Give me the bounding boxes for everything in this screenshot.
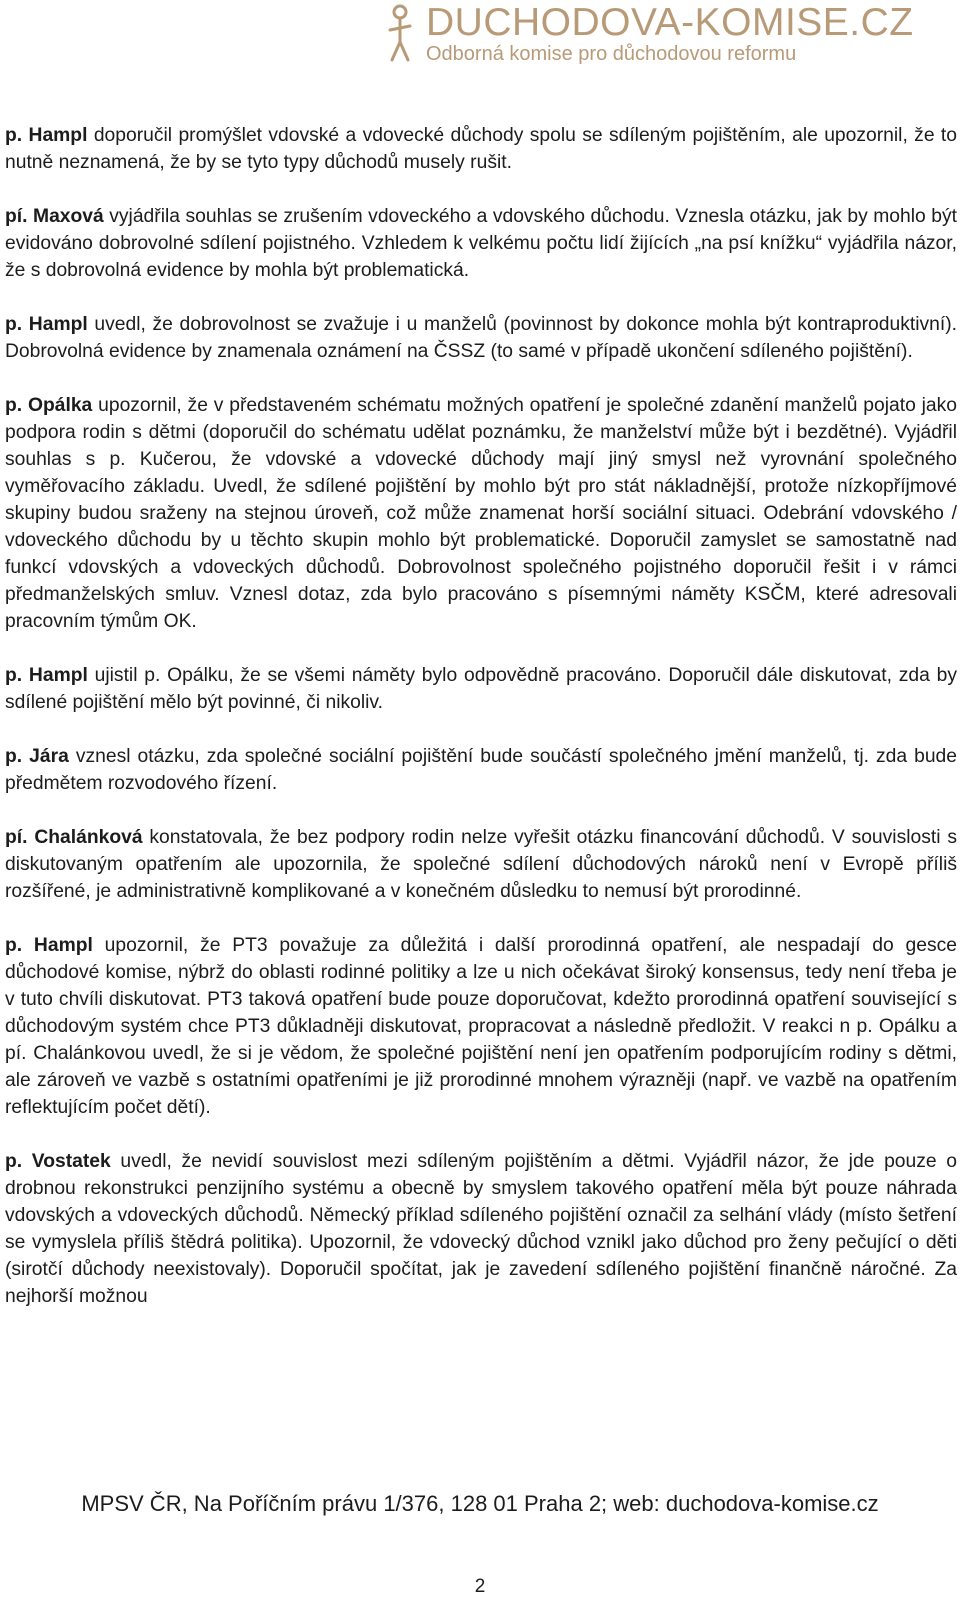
paragraph: [5, 932, 957, 1121]
logo-title: DUCHODOVA-KOMISE.CZ: [426, 1, 914, 44]
paragraph: [5, 392, 957, 635]
speaker-name: pí. Chalánková: [5, 827, 143, 848]
paragraph: [5, 311, 957, 365]
paragraph: [5, 662, 957, 716]
speaker-name: p. Vostatek: [5, 1151, 111, 1172]
speaker-name: p. Jára: [5, 746, 69, 767]
paragraph-text: upozornil, že v představeném schématu možných opatření je společné zdanění manželů pojato jako podpora rodin s dětmi (doporučil do schématu udělat poznámku, že manželství může být i bezdětné). Vyjádřil souhlas s p. Kučerou, že vdovské a vdovecké důchody mají jiný smysl než vyrovnání společného vyměřovacího základu. Uvedl, že sdílené pojištění by mohlo být pro stát nákladnější, protože nízkopříjmové skupiny budou sraženy na stejnou úroveň, což může znamenat horší sociální situaci. Odebrání vdovského / vdoveckého důchodu by u těchto skupin mohlo být problematické. Doporučil zamyslet se samostatně nad funkcí vdovských a vdoveckých důchodů. Dobrovolnost společného pojistného doporučil řešit i v rámci předmanželských smluv. Vznesl dotaz, zda bylo pracováno s písemnými náměty KSČM, které adresovali pracovním týmům OK.: [5, 395, 958, 632]
speaker-name: p. Hampl: [5, 935, 93, 956]
logo-subtitle: Odborná komise pro důchodovou reformu: [426, 43, 797, 65]
speaker-name: p. Hampl: [5, 665, 88, 686]
footer-address: MPSV ČR, Na Poříčním právu 1/376, 128 01 Praha 2; web: duchodova-komise.cz: [81, 1491, 879, 1516]
paragraph: [5, 1148, 957, 1310]
speaker-name: p. Hampl: [5, 125, 88, 146]
document-body: [5, 122, 957, 1337]
paragraph-text: vyjádřila souhlas se zrušením vdoveckého a vdovského důchodu. Vznesla otázku, jak by mohlo být evidováno dobrovolné sdílení pojistného. Vzhledem k velkému počtu lidí žijících „na psí knížku“ vyjádřila názor, že s dobrovolná evidence by mohla být problematická.: [5, 206, 957, 281]
header: [380, 0, 960, 70]
logo-figure-icon: [380, 2, 420, 62]
paragraph-text: doporučil promýšlet vdovské a vdovecké důchody spolu se sdíleným pojištěním, ale upozornil, že to nutně neznamená, že by se tyto typy důchodů musely rušit.: [5, 125, 958, 173]
paragraph-text: uvedl, že dobrovolnost se zvažuje i u manželů (povinnost by dokonce mohla být kontraproduktivní). Dobrovolná evidence by znamenala oznámení na ČSSZ (to samé v případě ukončení sdíleného pojištění).: [5, 314, 958, 362]
paragraph-text: upozornil, že PT3 považuje za důležitá i další prorodinná opatření, ale nespadají do gesce důchodové komise, nýbrž do oblasti rodinné politiky a lze u nich očekávat široký konsensus, tedy není třeba je v tuto chvíli diskutovat. PT3 taková opatření bude pouze doporučovat, kdežto prorodinná opatření související s důchodovým systém chce PT3 důkladněji diskutovat, propracovat a následně předložit. V reakci n p. Opálku a pí. Chalánkovou uvedl, že si je vědom, že společné pojištění není jen opatřením podporujícím rodiny s dětmi, ale zároveň ve vazbě s ostatními opatřeními je již prorodinné mnohem výrazněji (např. ve vazbě na opatřením reflektujícím počet dětí).: [5, 935, 958, 1118]
paragraph: [5, 743, 957, 797]
paragraph-text: uvedl, že nevidí souvislost mezi sdíleným pojištěním a dětmi. Vyjádřil názor, že jde pouze o drobnou rekonstrukci penzijního systému a obecně by smyslem takového opatření měla být pouze náhrada vdovských a vdoveckých důchodů. Německý příklad sdíleného pojištění označil za selhání vlády (místo šetření se vymyslela příliš štědrá politika). Upozornil, že vdovecký důchod vznikl jako důchod pro ženy pečující o děti (sirotčí důchody neexistovaly). Doporučil spočítat, jak je zavedení sdíleného pojištění finančně náročné. Za nejhorší možnou: [5, 1151, 958, 1307]
paragraph-text: vznesl otázku, zda společné sociální pojištění bude součástí společného jmění manželů, tj. zda bude předmětem rozvodového řízení.: [5, 746, 957, 794]
speaker-name: p. Hampl: [5, 314, 88, 335]
paragraph: [5, 203, 957, 284]
paragraph: [5, 824, 957, 905]
paragraph-text: ujistil p. Opálku, že se všemi náměty bylo odpovědně pracováno. Doporučil dále diskutovat, zda by sdílené pojištění mělo být povinné, či nikoliv.: [5, 665, 958, 713]
page-number: 2: [474, 1576, 486, 1597]
speaker-name: pí. Maxová: [5, 206, 104, 227]
speaker-name: p. Opálka: [5, 395, 93, 416]
paragraph-text: konstatovala, že bez podpory rodin nelze vyřešit otázku financování důchodů. V souvislosti s diskutovaným opatřením ale upozornila, že společné sdílení důchodových nároků není v Evropě příliš rozšířené, je administrativně komplikované a v konečném důsledku to nemusí být prorodinné.: [5, 827, 957, 902]
paragraph: [5, 122, 957, 176]
